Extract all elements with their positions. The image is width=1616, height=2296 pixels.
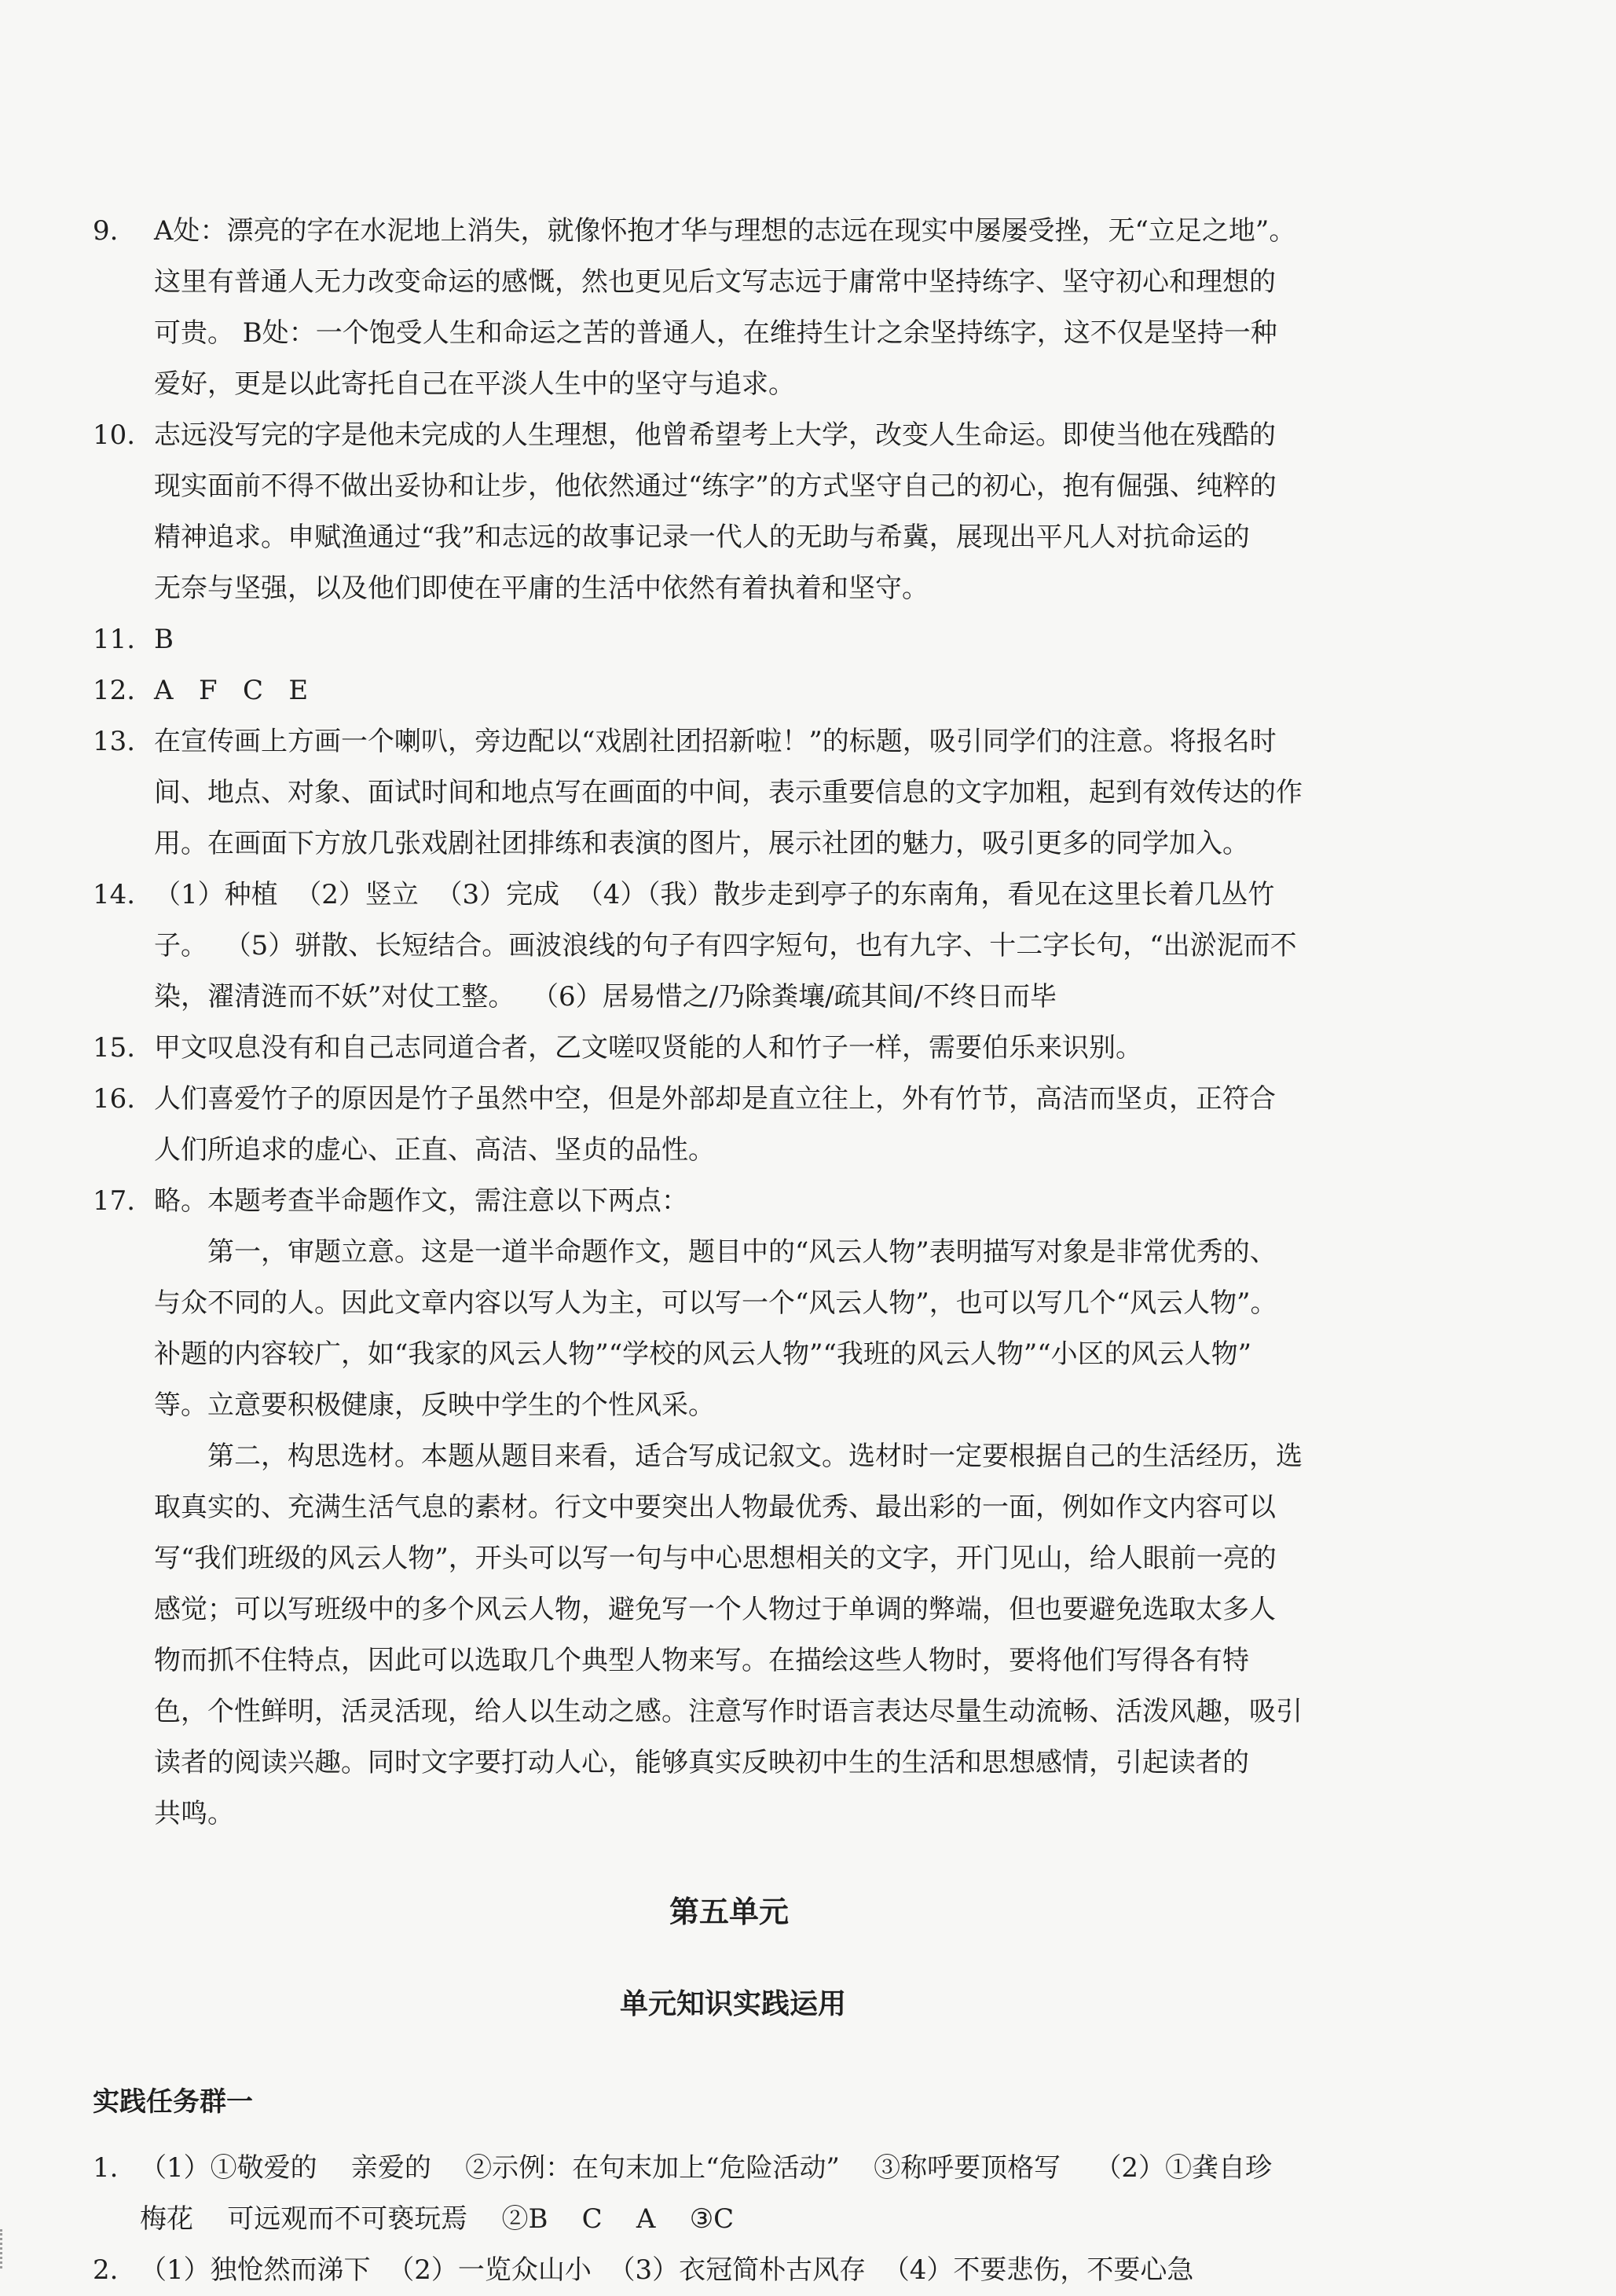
text-line: 精神追求。申赋渔通过“我”和志远的故事记录一代人的无助与希冀，展现出平凡人对抗命运的	[154, 522, 1250, 553]
item-number: 1.	[93, 2152, 119, 2184]
text-line: 无奈与坚强，以及他们即使在平庸的生活中依然有着执着和坚守。	[154, 573, 929, 604]
text-line: 子。 （5）骈散、长短结合。画波浪线的句子有四字短句，也有九字、十二字长句，“出淤泥而不	[154, 930, 1297, 961]
group-title: 实践任务群一	[93, 2086, 253, 2118]
text-line: 物而抓不住特点，因此可以选取几个典型人物来写。在描绘这些人物时，要将他们写得各有特	[154, 1645, 1249, 1676]
answer-item-13	[93, 716, 1373, 870]
text-line: 现实面前不得不做出妥协和让步，他依然通过“练字”的方式坚守自己的初心，抱有倔强、纯粹的	[154, 471, 1277, 502]
item-number: 17.	[93, 1185, 136, 1217]
item-number: 14.	[93, 879, 136, 910]
text-line: A处：漂亮的字在水泥地上消失，就像怀抱才华与理想的志远在现实中屡屡受挫，无“立足之地”。	[154, 215, 1296, 247]
text-line: 写“我们班级的风云人物”，开头可以写一句与中心思想相关的文字，开门见山，给人眼前一亮的	[154, 1543, 1277, 1574]
answer-item-12	[93, 665, 1373, 716]
item-number: 16.	[93, 1083, 136, 1115]
item-number: 2.	[93, 2254, 119, 2286]
text-line: 略。本题考查半命题作文，需注意以下两点：	[154, 1185, 688, 1217]
item-number: 11.	[93, 624, 136, 655]
item-number: 10.	[93, 419, 136, 451]
text-line: 感觉；可以写班级中的多个风云人物，避免写一个人物过于单调的弊端，但也要避免选取太多人	[154, 1594, 1276, 1625]
practice-item-1	[93, 2143, 1373, 2245]
text-line: 梅花 可远观而不可亵玩焉 ②B C A ③C	[140, 2203, 735, 2235]
answer-item-9	[93, 206, 1373, 410]
text-line: 人们喜爱竹子的原因是竹子虽然中空，但是外部却是直立往上，外有竹节，高洁而坚贞，正符合	[154, 1083, 1276, 1115]
item-number: 13.	[93, 726, 136, 757]
text-line: 等。立意要积极健康，反映中学生的个性风采。	[154, 1390, 715, 1421]
answer-item-15	[93, 1023, 1373, 1074]
text-line: 补题的内容较广，如“我家的风云人物”“学校的风云人物”“我班的风云人物”“小区的风云人物”	[154, 1338, 1252, 1370]
text-line: 共鸣。	[154, 1798, 234, 1829]
item-number: 9.	[93, 215, 119, 247]
essay-paragraph-1	[154, 1227, 1373, 1431]
text-line: A F C E	[154, 675, 309, 706]
answer-item-10	[93, 410, 1373, 614]
text-line: 读者的阅读兴趣。同时文字要打动人心，能够真实反映初中生的生活和思想感情，引起读者的	[154, 1747, 1249, 1778]
text-line: 这里有普通人无力改变命运的感慨，然也更见后文写志远于庸常中坚持练字、坚守初心和理想的	[154, 266, 1276, 298]
text-line: 间、地点、对象、面试时间和地点写在画面的中间，表示重要信息的文字加粗，起到有效传达的作	[154, 777, 1303, 808]
text-line: 人们所追求的虚心、正直、高洁、坚贞的品性。	[154, 1134, 715, 1166]
text-line: 色，个性鲜明，活灵活现，给人以生动之感。注意写作时语言表达尽量生动流畅、活泼风趣，吸引	[154, 1696, 1303, 1727]
practice-item-2	[93, 2245, 1373, 2296]
answer-item-11	[93, 614, 1373, 665]
answer-item-17	[93, 1176, 1373, 1227]
text-line: （1）种植 （2）竖立 （3）完成 （4）（我）散步走到亭子的东南角，看见在这里长着几丛竹	[154, 879, 1275, 910]
text-line: 取真实的、充满生活气息的素材。行文中要突出人物最优秀、最出彩的一面，例如作文内容可以	[154, 1492, 1276, 1523]
answer-item-16	[93, 1074, 1373, 1176]
text-line: 与众不同的人。因此文章内容以写人为主，可以写一个“风云人物”，也可以写几个“风云人物”。	[154, 1287, 1277, 1319]
text-line: 第二，构思选材。本题从题目来看，适合写成记叙文。选材时一定要根据自己的生活经历，选	[207, 1441, 1303, 1472]
text-line: 用。在画面下方放几张戏剧社团排练和表演的图片，展示社团的魅力，吸引更多的同学加入。	[154, 828, 1249, 859]
text-line: 染，濯清涟而不妖”对仗工整。 （6）居易惜之/乃除粪壤/疏其间/不终日而毕	[154, 981, 1057, 1013]
text-line: 第一，审题立意。这是一道半命题作文，题目中的“风云人物”表明描写对象是非常优秀的、	[207, 1236, 1277, 1268]
text-line: 志远没写完的字是他未完成的人生理想，他曾希望考上大学，改变人生命运。即使当他在残酷的	[154, 419, 1276, 451]
item-number: 15.	[93, 1032, 136, 1064]
text-line: 爱好，更是以此寄托自己在平淡人生中的坚守与追求。	[154, 368, 795, 400]
answer-item-14	[93, 870, 1373, 1023]
text-line: B	[154, 624, 174, 655]
section-title: 单元知识实践运用	[619, 1988, 846, 2020]
page-content	[93, 206, 1373, 2296]
text-line: 甲文叹息没有和自己志同道合者，乙文嗟叹贤能的人和竹子一样，需要伯乐来识别。	[154, 1032, 1142, 1064]
text-line: （1）独怆然而涕下 （2）一览众山小 （3）衣冠简朴古风存 （4）不要悲伤，不要心急	[140, 2254, 1194, 2286]
text-line: 可贵。 B处：一个饱受人生和命运之苦的普通人，在维持生计之余坚持练字，这不仅是坚持一种	[154, 317, 1277, 349]
text-line: 在宣传画上方画一个喇叭，旁边配以“戏剧社团招新啦！”的标题，吸引同学们的注意。将报名时	[154, 726, 1277, 757]
scan-edge-mark	[0, 2229, 10, 2269]
text-line: （1）①敬爱的 亲爱的 ②示例：在句末加上“危险活动” ③称呼要顶格写 （2）①龚自珍	[140, 2152, 1272, 2184]
item-number: 12.	[93, 675, 136, 706]
unit-title: 第五单元	[669, 1895, 789, 1929]
essay-paragraph-2	[154, 1431, 1373, 1840]
